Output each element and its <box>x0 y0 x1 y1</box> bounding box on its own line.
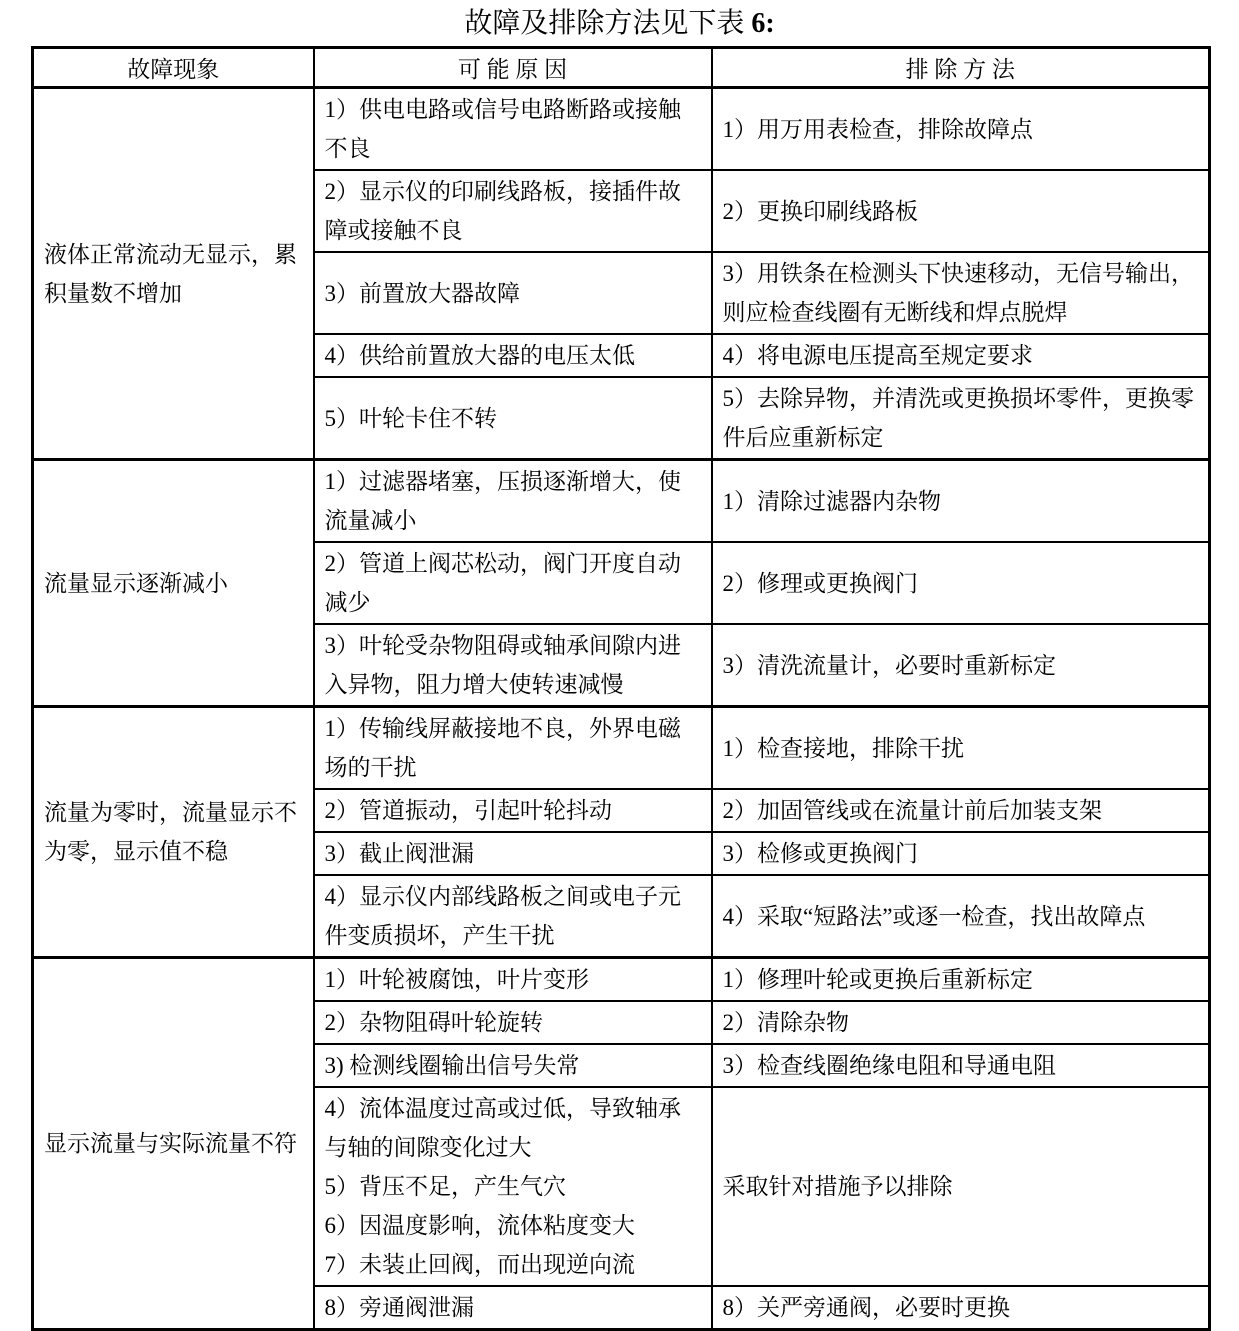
header-possible-cause: 可 能 原 因 <box>314 48 712 88</box>
table-header-row <box>33 48 1210 88</box>
cell-line: 2）清除杂物 <box>722 1010 849 1035</box>
remedy-cell <box>712 88 1210 171</box>
cause-cell <box>314 707 712 790</box>
cell-line: 3）检查线圈绝缘电阻和导通电阻 <box>722 1053 1056 1078</box>
remedy-cell <box>712 252 1210 334</box>
header-remedy: 排 除 方 法 <box>712 48 1210 88</box>
cell-line: 1）叶轮被腐蚀，叶片变形 <box>324 967 589 992</box>
cause-cell <box>314 88 712 171</box>
page-title-table-number: 6: <box>751 8 775 39</box>
cell-line: 3）截止阀泄漏 <box>324 841 474 866</box>
header-fault-phenomenon: 故障现象 <box>33 48 314 88</box>
cell-line: 5）背压不足，产生气穴 <box>324 1174 566 1199</box>
cause-cell <box>314 1286 712 1330</box>
remedy-cell <box>712 958 1210 1002</box>
remedy-cell <box>712 1087 1210 1286</box>
cell-line: 2）显示仪的印刷线路板，接插件故障或接触不良 <box>324 179 681 243</box>
cause-cell <box>314 334 712 377</box>
remedy-cell <box>712 875 1210 958</box>
remedy-cell <box>712 377 1210 460</box>
cell-line: 5）去除异物，并清洗或更换损坏零件，更换零件后应重新标定 <box>722 386 1194 450</box>
cell-line: 1）用万用表检查，排除故障点 <box>722 116 1033 142</box>
page-title-text: 故障及排除方法见下表 <box>464 8 752 39</box>
remedy-cell <box>712 1286 1210 1330</box>
cell-line: 3）检修或更换阀门 <box>722 841 918 866</box>
cell-line: 2）管道振动，引起叶轮抖动 <box>324 798 612 823</box>
cell-line: 7）未装止回阀，而出现逆向流 <box>324 1252 635 1277</box>
cell-line: 4）供给前置放大器的电压太低 <box>324 343 635 368</box>
cause-cell <box>314 1087 712 1286</box>
cell-line: 2）加固管线或在流量计前后加装支架 <box>722 798 1102 823</box>
cell-line: 1）清除过滤器内杂物 <box>722 488 941 514</box>
remedy-cell <box>712 707 1210 790</box>
cause-cell <box>314 460 712 543</box>
cause-cell <box>314 958 712 1002</box>
cell-line: 4）显示仪内部线路板之间或电子元件变质损坏，产生干扰 <box>324 884 681 948</box>
remedy-cell <box>712 1001 1210 1044</box>
cell-line: 采取针对措施予以排除 <box>722 1174 953 1199</box>
cause-cell <box>314 377 712 460</box>
cause-cell <box>314 875 712 958</box>
cell-line: 1）检查接地，排除干扰 <box>722 735 964 761</box>
cause-cell <box>314 542 712 624</box>
remedy-cell <box>712 624 1210 707</box>
cause-cell <box>314 832 712 875</box>
cell-line: 3）清洗流量计，必要时重新标定 <box>722 652 1056 678</box>
cause-cell <box>314 624 712 707</box>
cell-line: 2）管道上阀芯松动，阀门开度自动减少 <box>324 551 681 615</box>
cell-line: 2）杂物阻碍叶轮旋转 <box>324 1010 543 1035</box>
fault-table-body <box>33 88 1210 1330</box>
cell-line: 1）供电电路或信号电路断路或接触不良 <box>324 97 681 161</box>
remedy-cell <box>712 789 1210 832</box>
table-row <box>33 460 1210 543</box>
page-title <box>31 0 1208 46</box>
fault-phenomenon-cell: 流量显示逐渐减小 <box>33 460 314 707</box>
cause-cell <box>314 252 712 334</box>
cell-line: 6）因温度影响，流体粘度变大 <box>324 1213 635 1238</box>
cause-cell <box>314 1044 712 1087</box>
cell-line: 2）更换印刷线路板 <box>722 198 918 224</box>
cell-line: 8）旁通阀泄漏 <box>324 1295 474 1320</box>
fault-phenomenon-cell: 显示流量与实际流量不符 <box>33 958 314 1330</box>
cell-line: 5）叶轮卡住不转 <box>324 405 497 431</box>
cell-line: 3）叶轮受杂物阻碍或轴承间隙内进入异物，阻力增大使转速减慢 <box>324 633 681 697</box>
remedy-cell <box>712 334 1210 377</box>
table-row <box>33 707 1210 790</box>
cell-line: 4）将电源电压提高至规定要求 <box>722 343 1033 368</box>
cell-line: 1）传输线屏蔽接地不良，外界电磁场的干扰 <box>324 716 681 780</box>
cell-line: 8）关严旁通阀，必要时更换 <box>722 1295 1010 1320</box>
cause-cell <box>314 789 712 832</box>
cell-line: 1）过滤器堵塞，压损逐渐增大，使流量减小 <box>324 469 681 533</box>
fault-phenomenon-cell: 流量为零时，流量显示不为零，显示值不稳 <box>33 707 314 958</box>
cell-line: 3) 检测线圈输出信号失常 <box>324 1053 580 1078</box>
cell-line: 3）前置放大器故障 <box>324 280 520 306</box>
cell-line: 3）用铁条在检测头下快速移动，无信号输出，则应检查线圈有无断线和焊点脱焊 <box>722 261 1194 325</box>
remedy-cell <box>712 170 1210 252</box>
remedy-cell <box>712 1044 1210 1087</box>
cause-cell <box>314 1001 712 1044</box>
remedy-cell <box>712 542 1210 624</box>
remedy-cell <box>712 832 1210 875</box>
cell-line: 4）流体温度过高或过低，导致轴承与轴的间隙变化过大 <box>324 1096 681 1160</box>
cause-cell <box>314 170 712 252</box>
remedy-cell <box>712 460 1210 543</box>
fault-table <box>31 46 1211 1331</box>
table-row <box>33 958 1210 1002</box>
cell-line: 1）修理叶轮或更换后重新标定 <box>722 967 1033 992</box>
cell-line: 4）采取“短路法”或逐一检查，找出故障点 <box>722 903 1146 929</box>
fault-phenomenon-cell: 液体正常流动无显示，累积量数不增加 <box>33 88 314 460</box>
table-row <box>33 88 1210 171</box>
cell-line: 2）修理或更换阀门 <box>722 570 918 596</box>
